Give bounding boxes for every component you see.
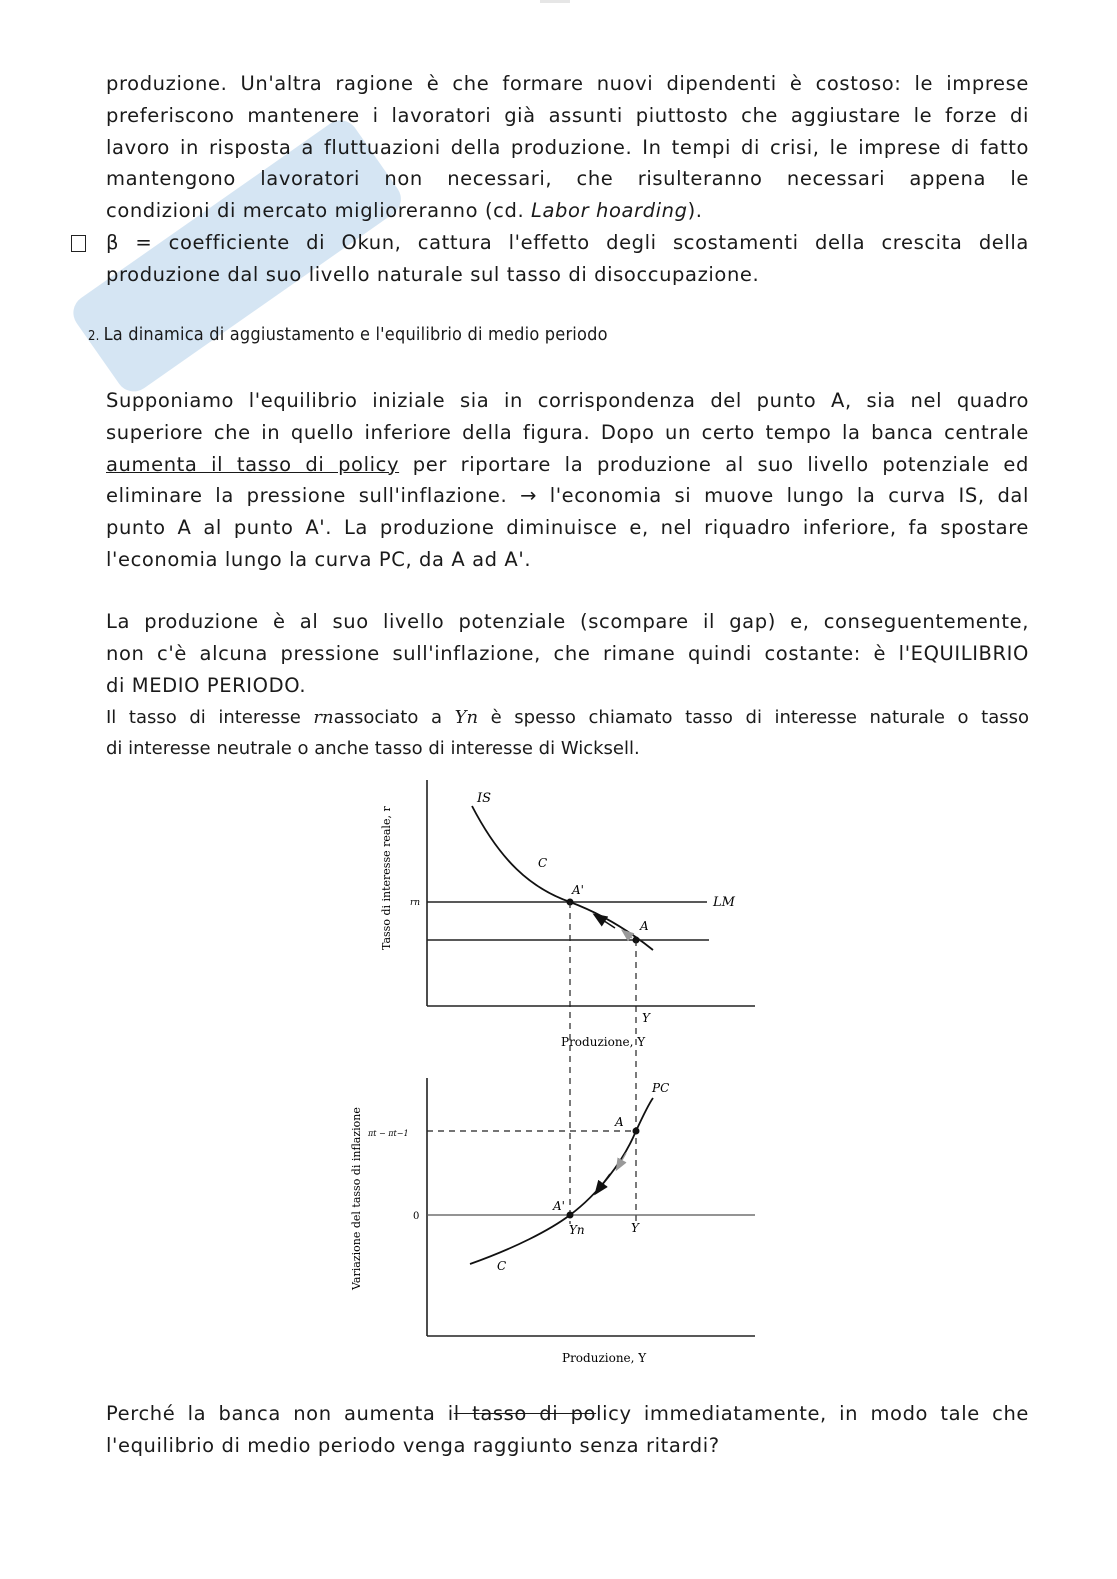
label-c-top: C: [538, 856, 548, 870]
p2-line-3-rest: per riportare la produzione al suo livello potenziale ed: [399, 452, 1030, 476]
p4-suffix: è spesso chiamato tasso di interesse naturale o tasso: [478, 707, 1029, 728]
p3-line-3: di MEDIO PERIODO.: [106, 673, 307, 697]
p4-mid: associato a: [333, 707, 455, 728]
section-number: 2.: [88, 329, 100, 344]
p1-line-4: mantengono lavoratori non necessari, che risulteranno necessari appena le: [106, 167, 1029, 191]
p1-line-3: lavoro in risposta a fluttuazioni della produzione. In tempi di crisi, le imprese di fatto: [106, 135, 1029, 159]
p5-line-1: [106, 1398, 1029, 1430]
page-top-mark: [540, 0, 570, 3]
point-a-bottom: [633, 1128, 640, 1135]
label-a-top: A: [640, 919, 649, 933]
label-a-prime-bottom: A': [553, 1199, 565, 1213]
label-y-bottom: Y: [631, 1221, 639, 1235]
p2-line-2: superiore che in quello inferiore della figura. Dopo un certo tempo la banca centrale: [106, 420, 1029, 444]
p5-prefix: Perché la banca non aumenta i: [106, 1402, 454, 1425]
p5-line-2: l'equilibrio di medio periodo venga raggiunto senza ritardi?: [106, 1433, 720, 1457]
p2-line-6: l'economia lungo la curva PC, da A ad A'.: [106, 547, 532, 571]
p3-line-2: non c'è alcuna pressione sull'inflazione, che rimane quindi costante: è l'EQUILIBRIO: [106, 641, 1029, 665]
label-a-prime-top: A': [572, 883, 584, 897]
is-label: IS: [477, 791, 492, 806]
pc-curve: [470, 1098, 653, 1264]
struck-text: l tasso di po: [453, 1402, 597, 1425]
label-yn-bottom: Yn: [569, 1223, 585, 1237]
point-a-prime-bottom: [567, 1212, 574, 1219]
p5-suffix: licy immediatamente, in modo tale che: [596, 1402, 1030, 1425]
paragraph-wicksell: [106, 702, 1029, 764]
bullet-line-1: β = coefficiente di Okun, cattura l'effetto degli scostamenti della crescita della: [106, 231, 1029, 254]
p1-line-5-suffix: ).: [687, 199, 703, 223]
p3-line-1: La produzione è al suo livello potenziale (scompare il gap) e, conseguentemente,: [106, 610, 1029, 633]
section-heading: [88, 324, 608, 345]
paragraph-medium-run: [106, 606, 1029, 701]
p1-line-5: [106, 195, 1029, 227]
label-y-top: Y: [642, 1011, 650, 1025]
bottom-y-axis-label: Variazione del tasso di inflazione: [350, 1107, 363, 1290]
p2-line-5: punto A al punto A'. La produzione diminuisce e, nel riquadro inferiore, fa spostare: [106, 516, 1029, 540]
p4-line-1: [106, 702, 1029, 733]
underlined-policy-rate: aumenta il tasso di policy: [106, 452, 400, 476]
pc-arrow-black: [596, 1174, 610, 1193]
labor-hoarding-term: Labor hoarding: [531, 199, 688, 223]
label-a-bottom: A: [615, 1115, 624, 1129]
is-lm-pc-figure: [340, 770, 770, 1370]
zero-tick-label: 0: [413, 1211, 420, 1222]
label-c-bottom: C: [497, 1259, 507, 1273]
top-y-axis-label: Tasso di interesse reale, r: [380, 806, 393, 950]
pi-tick-label: πt − πt−1: [368, 1129, 409, 1138]
p2-line-3: [106, 449, 1029, 481]
p4-prefix: Il tasso di interesse: [106, 707, 314, 728]
pc-arrow-gray: [617, 1153, 626, 1169]
rn-tick-label: rn: [410, 898, 421, 908]
p4-line-2: di interesse neutrale o anche tasso di interesse di Wicksell.: [106, 738, 640, 759]
rn-symbol: rn: [313, 707, 334, 728]
p1-line-1: produzione. Un'altra ragione è che formare nuovi dipendenti è costoso: le imprese: [106, 72, 1029, 95]
bullet-line-2: produzione dal suo livello naturale sul tasso di disoccupazione.: [106, 262, 760, 286]
lm-label: LM: [713, 895, 735, 910]
yn-symbol: Yn: [454, 707, 479, 728]
p2-line-4: eliminare la pressione sull'inflazione. → l'economia si muove lungo la curva IS, dal: [106, 484, 1029, 508]
p2-line-1: Supponiamo l'equilibrio iniziale sia in corrispondenza del punto A, sia nel quadro: [106, 389, 1029, 412]
bullet-okun: [106, 227, 1029, 291]
p1-line-5-prefix: condizioni di mercato miglioreranno (cd.: [106, 199, 532, 223]
paragraph-adjustment: [106, 385, 1029, 576]
p1-line-2: preferiscono mantenere i lavoratori già assunti piuttosto che aggiustare le forze di: [106, 103, 1029, 127]
top-x-axis-label: Produzione, Y: [561, 1035, 646, 1049]
paragraph-question: [106, 1398, 1029, 1462]
bottom-x-axis-label: Produzione, Y: [562, 1351, 647, 1365]
is-curve: [472, 806, 653, 950]
pc-label: PC: [652, 1081, 670, 1095]
section-title: La dinamica di aggiustamento e l'equilibrio di medio periodo: [103, 324, 608, 345]
bullet-box-icon: [71, 235, 86, 252]
paragraph-labor-hoarding: [106, 68, 1029, 227]
